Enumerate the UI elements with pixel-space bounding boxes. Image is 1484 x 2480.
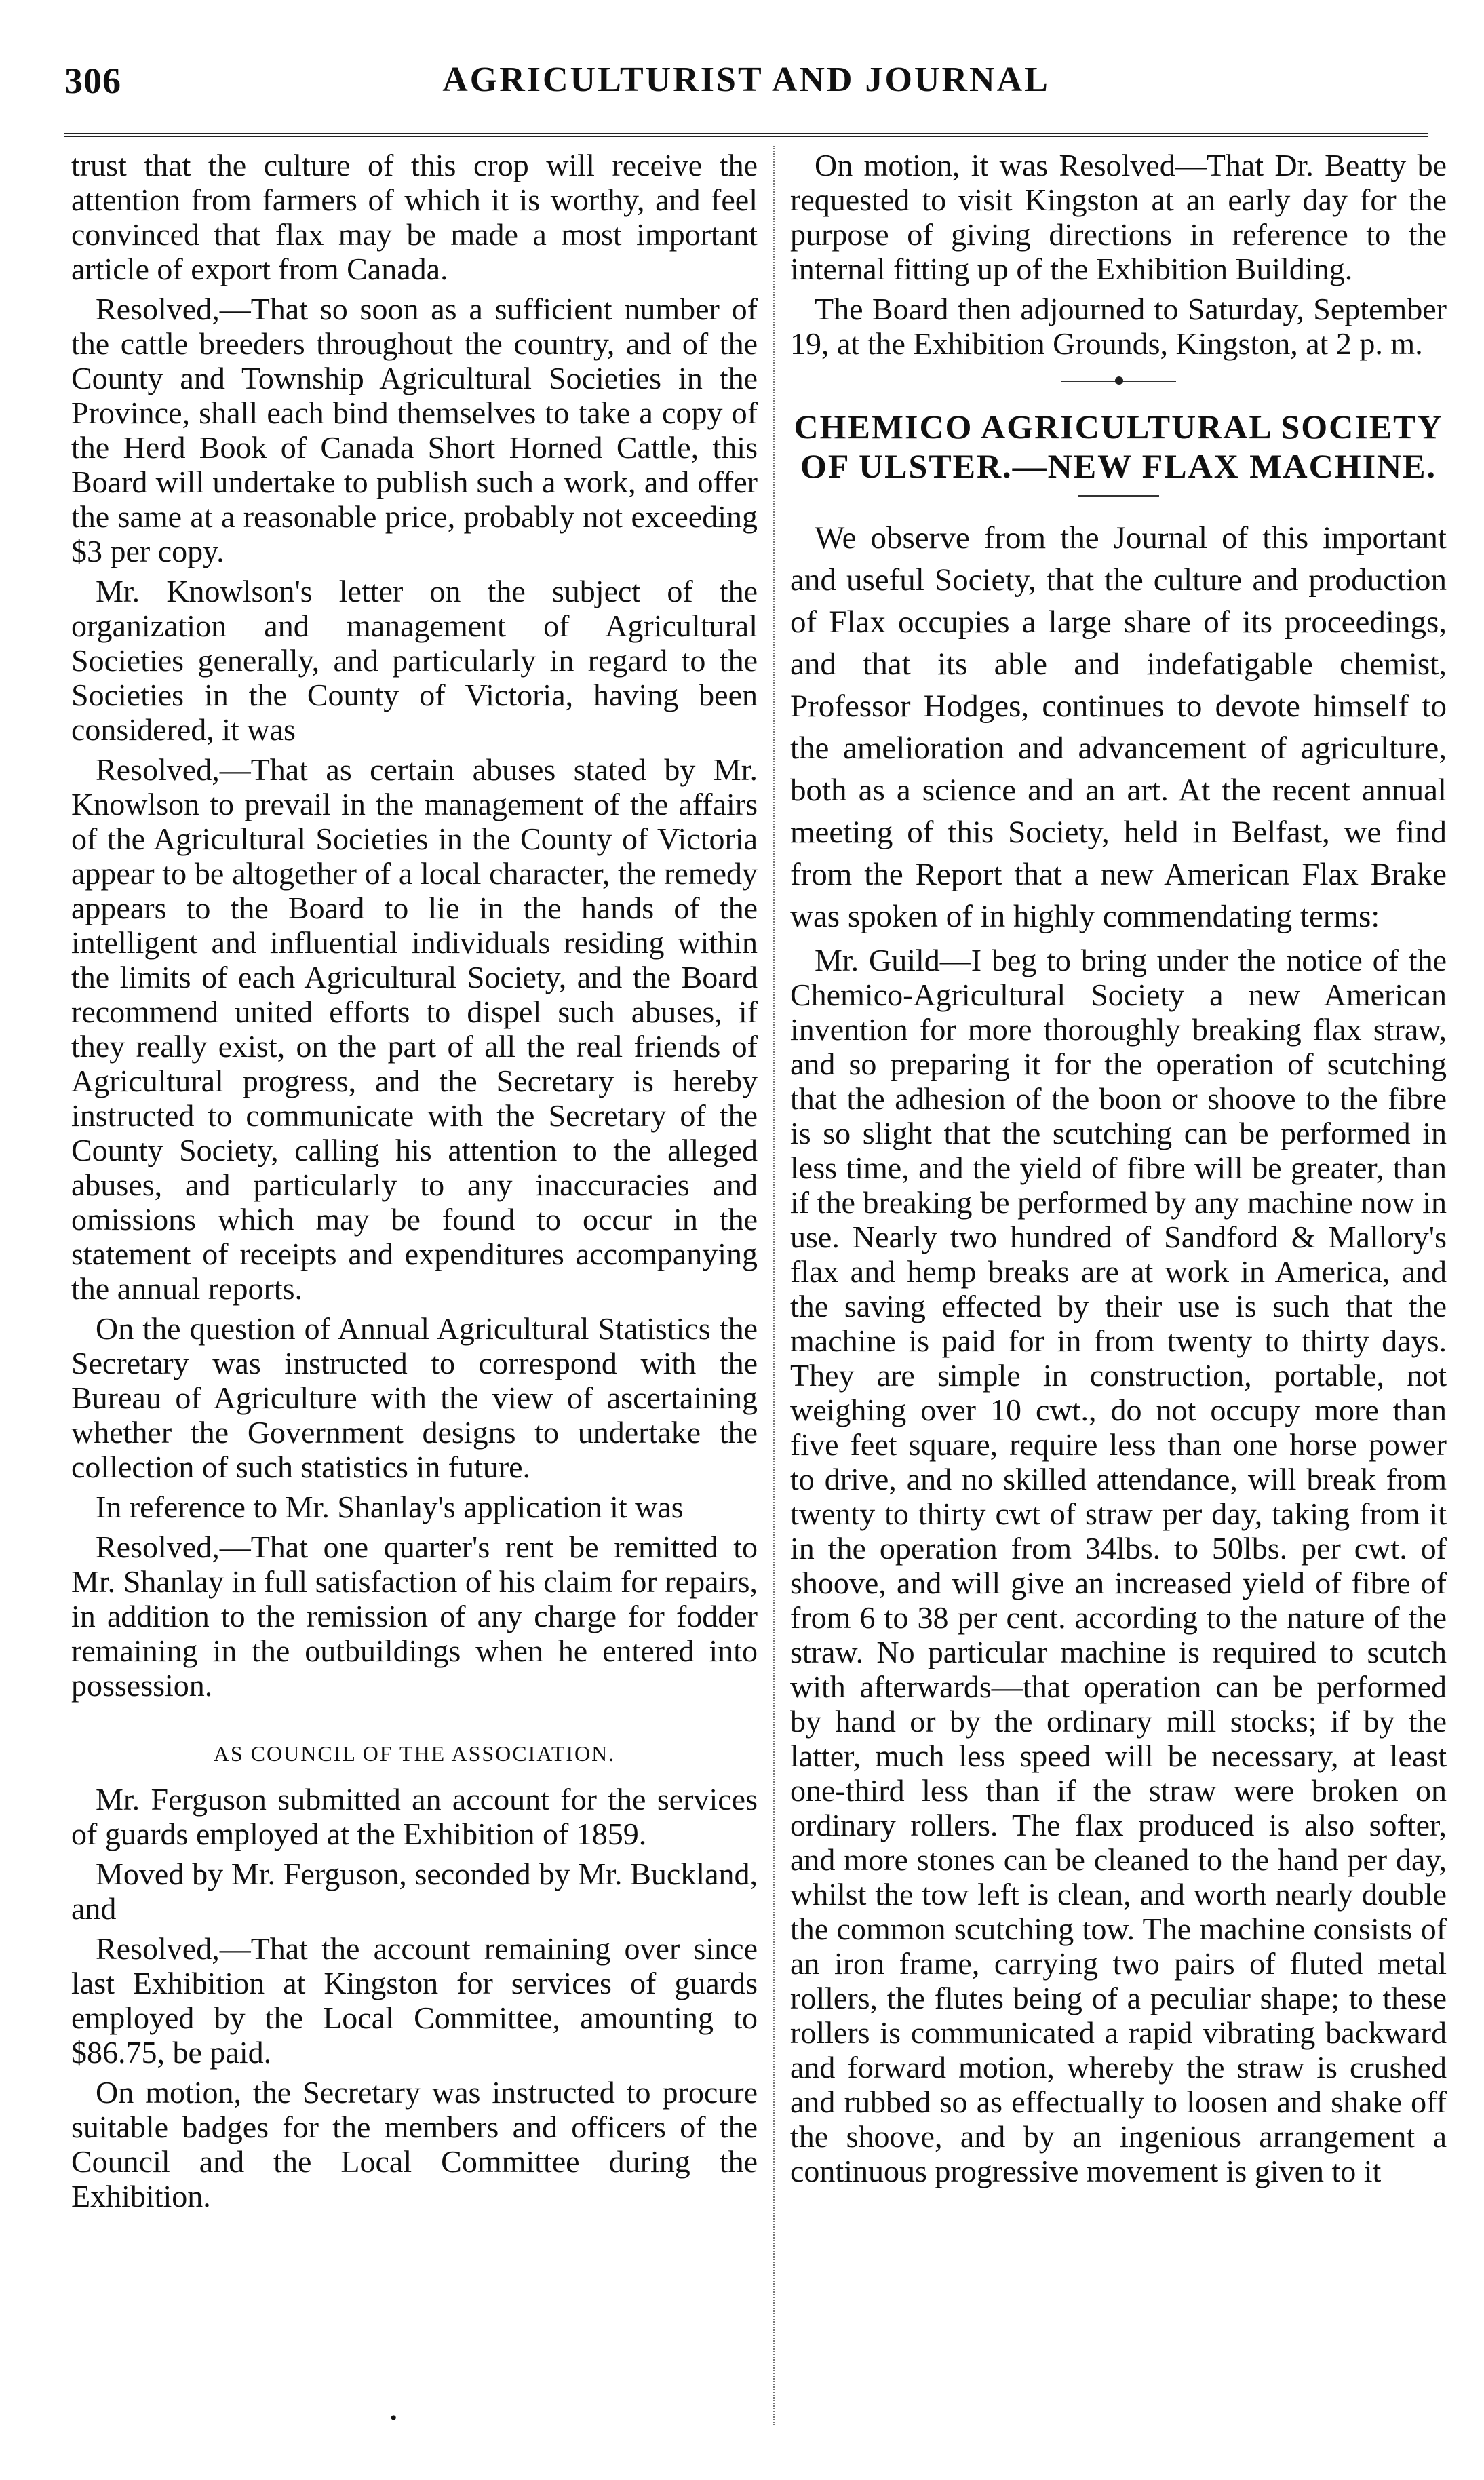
left-paragraph-8: Mr. Ferguson submitted an account for the services of guards employed at the Exhibition of 1859. xyxy=(71,1782,758,1851)
right-column xyxy=(790,148,1447,2194)
right-paragraph-4: Mr. Guild—I beg to bring under the notice of the Chemico-Agricultural Society a new American invention for more thoroughly breaking flax straw, and so preparing it for the operation of scutching that the adhesion of the boon or shoove to the fibre is so slight that the scutching can be performed in less time, and the yield of fibre will be greater, than if the breaking be performed by any machine now in use. Nearly two hundred of Sandford & Mallory's flax and hemp breaks are at work in America, and the saving effected by their use is such that the machine is paid for in from twenty to thirty days. They are simple in construction, portable, not weighing over 10 cwt., do not occupy more than five feet square, require less than one horse power to drive, and no skilled attendance, will break from twenty to thirty cwt of straw per day, taking from it in the operation from 34lbs. to 50lbs. per cwt. of shoove, and will give an increased yield of fibre of from 6 to 38 per cent. according to the nature of the straw. No particular machine is required to scutch with afterwards—that operation can be performed by hand or by the ordinary mill stocks; if by the latter, much less speed will be necessary, at least one-third less than if the straw were broken on ordinary rollers. The flax produced is also softer, and more stones can be cleaned to the hand per day, whilst the tow left is clean, and worth nearly double the common scutching tow. The machine consists of an iron frame, carrying two pairs of fluted metal rollers, the flutes being of a peculiar shape; to these rollers is communicated a rapid vibrating backward and forward motion, whereby the straw is crushed and rubbed so as effectually to loosen and shake off the shoove, and by an ingenious arrangement a continuous progressive movement is given to it xyxy=(790,943,1447,2188)
left-paragraph-5: On the question of Annual Agricultural Statistics the Secretary was instructed to correspond with the Bureau of Agriculture with the view of ascertaining whether the Government designs to undertake the collection of such statistics in future. xyxy=(71,1311,758,1484)
left-paragraph-10: Resolved,—That the account remaining over since last Exhibition at Kingston for services of guards employed by the Local Committee, amounting to $86.75, be paid. xyxy=(71,1931,758,2070)
title-rule xyxy=(1078,495,1159,497)
running-title: AGRICULTURIST AND JOURNAL xyxy=(442,60,1050,99)
right-paragraph-3: We observe from the Journal of this important and useful Society, that the culture and production of Flax occupies a large share of its proceedings, and that its able and indefatigable chemist, Professor Hodges, continues to devote himself to the amelioration and advancement of agriculture, both as a science and an art. At the recent annual meeting of this Society, held in Belfast, we find from the Report that a new American Flax Brake was spoken of in highly commendating terms: xyxy=(790,520,1447,934)
left-paragraph-7: Resolved,—That one quarter's rent be remitted to Mr. Shanlay in full satisfaction of his claim for repairs, in addition to the remission of any charge for fodder remaining in the outbuildings when he entered into possession. xyxy=(71,1530,758,1703)
left-column xyxy=(71,148,758,2219)
left-paragraph-11: On motion, the Secretary was instructed to procure suitable badges for the members and officers of the Council and the Local Committee during the Exhibition. xyxy=(71,2075,758,2213)
left-paragraph-1: trust that the culture of this crop will receive the attention from farmers of which it is worthy, and feel convinced that flax may be made a most important article of export from Canada. xyxy=(71,148,758,286)
right-paragraph-2: The Board then adjourned to Saturday, September 19, at the Exhibition Grounds, Kingston, at 2 p. m. xyxy=(790,292,1447,361)
right-paragraph-1: On motion, it was Resolved—That Dr. Beatty be requested to visit Kingston at an early day for the purpose of giving directions in reference to the internal fitting up of the Exhibition Building. xyxy=(790,148,1447,286)
page-header xyxy=(64,60,1428,134)
left-paragraph-2: Resolved,—That so soon as a sufficient number of the cattle breeders throughout the country, and of the County and Township Agricultural Societies in the Province, shall each bind themselves to take a copy of the Herd Book of Canada Short Horned Cattle, this Board will undertake to publish such a work, and offer the same at a reasonable price, probably not exceeding $3 per copy. xyxy=(71,292,758,568)
footer-mark: • xyxy=(390,2407,397,2429)
column-divider xyxy=(773,146,775,2425)
section-heading: AS COUNCIL OF THE ASSOCIATION. xyxy=(213,1741,616,1766)
left-paragraph-9: Moved by Mr. Ferguson, seconded by Mr. Buckland, and xyxy=(71,1857,758,1926)
ornament-dot-icon xyxy=(1115,376,1123,385)
left-paragraph-3: Mr. Knowlson's letter on the subject of the organization and management of Agricultural Societies generally, and particularly in regard to the Societies in the County of Victoria, having been considered, it was xyxy=(71,574,758,747)
left-paragraph-4: Resolved,—That as certain abuses stated by Mr. Knowlson to prevail in the management of the affairs of the Agricultural Societies in the County of Victoria appear to be altogether of a local character, the remedy appears to the Board to lie in the hands of the intelligent and influential individuals residing within the limits of each Agricultural Society, and the Board recommend united efforts to dispel such abuses, if they really exist, on the part of all the real friends of Agricultural progress, and the Secretary is hereby instructed to communicate with the Secretary of the County Society, calling his attention to the alleged abuses, and particularly to any inaccuracies and omissions which may be found to occur in the statement of receipts and expenditures accompanying the annual reports. xyxy=(71,752,758,1306)
left-paragraph-6: In reference to Mr. Shanlay's application it was xyxy=(96,1490,684,1524)
page-number: 306 xyxy=(64,60,121,101)
article-title: CHEMICO AGRICULTURAL SOCIETY OF ULSTER.—NEW FLAX MACHINE. xyxy=(794,408,1443,485)
header-rule xyxy=(64,133,1428,137)
ornament-divider xyxy=(1061,374,1176,388)
